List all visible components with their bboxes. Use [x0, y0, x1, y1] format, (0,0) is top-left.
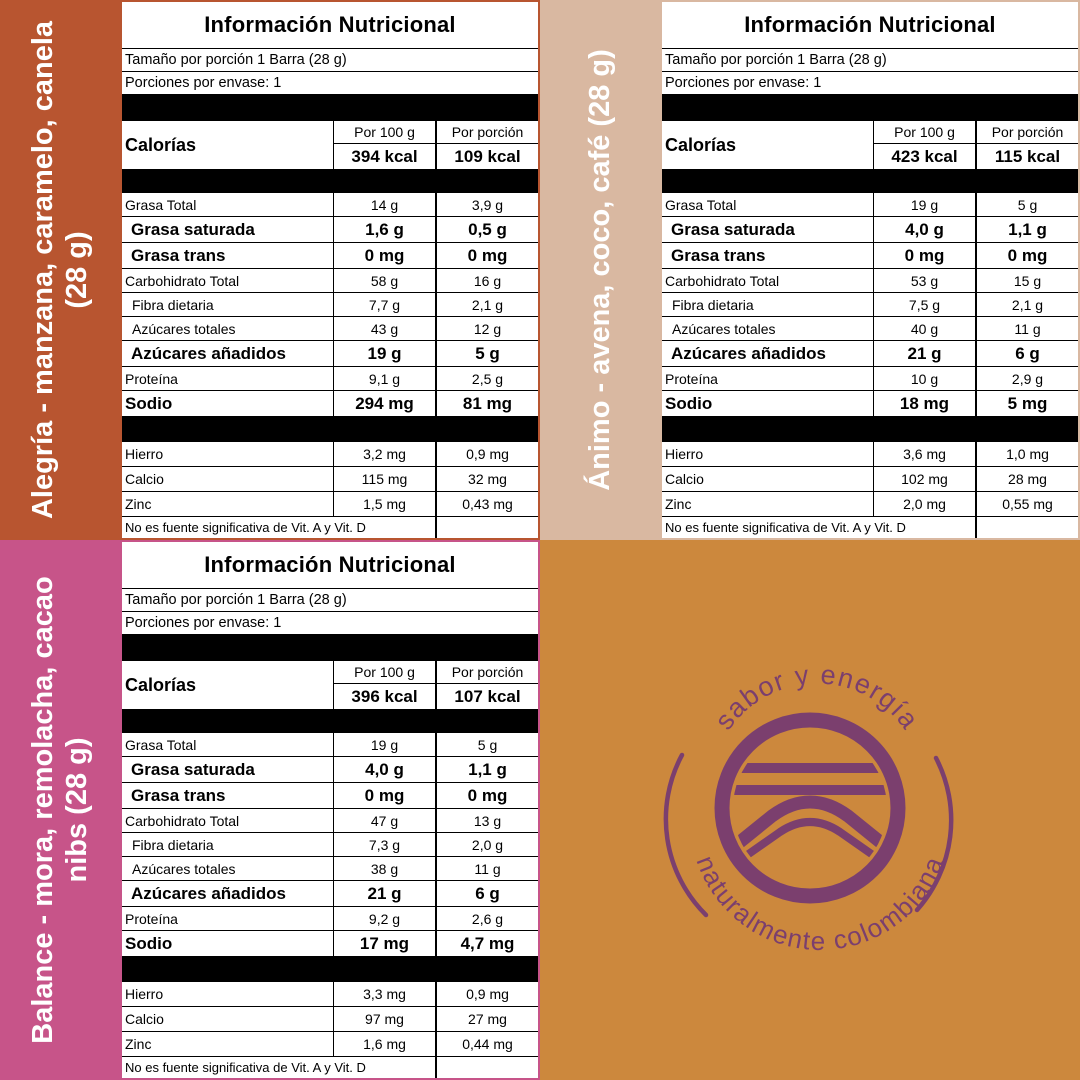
nutrient-name: Azúcares totales: [122, 317, 333, 340]
table-row: [122, 783, 538, 808]
footnote-blank-cell: [437, 1057, 538, 1078]
nutrient-table: [122, 733, 538, 957]
nutrient-per-100g: 1,6 g: [334, 217, 435, 242]
nutrient-per-100g: 0 mg: [334, 243, 435, 268]
nutrient-per-100g: 58 g: [334, 269, 435, 292]
nutrient-name: Proteína: [122, 367, 333, 390]
table-row: [122, 341, 538, 366]
product-side-label: [0, 540, 120, 1080]
nutrient-per-portion: 12 g: [437, 317, 538, 340]
nutrient-per-100g: 4,0 g: [334, 757, 435, 782]
mineral-table: [122, 442, 538, 517]
table-row: [122, 1032, 538, 1056]
product-side-label: [540, 0, 660, 540]
nutrient-per-100g: 7,7 g: [334, 293, 435, 316]
product-name: Alegría - manzana, caramelo, canela (28 g): [27, 20, 93, 520]
nutrition-panel: [122, 542, 538, 1078]
nutrient-per-portion: 0,5 g: [437, 217, 538, 242]
nutrient-per-portion: 6 g: [977, 341, 1078, 366]
nutrient-per-portion: 11 g: [977, 317, 1078, 340]
nutrient-per-portion: 2,0 g: [437, 833, 538, 856]
mineral-name: Zinc: [122, 1032, 333, 1056]
col-header-per-100g: Por 100 g: [334, 121, 435, 143]
table-row: [662, 193, 1078, 216]
mineral-per-portion: 0,55 mg: [977, 492, 1078, 516]
mineral-per-100g: 3,2 mg: [334, 442, 435, 466]
table-row: [122, 217, 538, 242]
calories-per-portion: 107 kcal: [437, 684, 538, 709]
mineral-per-100g: 102 mg: [874, 467, 975, 491]
mineral-per-100g: 97 mg: [334, 1007, 435, 1031]
calories-block: [662, 121, 1078, 169]
nutrient-per-portion: 3,9 g: [437, 193, 538, 216]
product-quadrant-animo: [540, 0, 1080, 540]
table-row: [122, 907, 538, 930]
nutrient-per-portion: 81 mg: [437, 391, 538, 416]
col-header-per-portion: Por porción: [437, 661, 538, 683]
mineral-per-portion: 0,43 mg: [437, 492, 538, 516]
nutrient-name: Carbohidrato Total: [662, 269, 873, 292]
mineral-per-100g: 3,3 mg: [334, 982, 435, 1006]
mineral-name: Hierro: [122, 982, 333, 1006]
table-row: [662, 317, 1078, 340]
nutrient-per-100g: 4,0 g: [874, 217, 975, 242]
nutrient-per-100g: 9,2 g: [334, 907, 435, 930]
nutrient-per-100g: 7,5 g: [874, 293, 975, 316]
nutrient-name: Grasa saturada: [662, 217, 873, 242]
nutrient-per-100g: 7,3 g: [334, 833, 435, 856]
mineral-per-100g: 2,0 mg: [874, 492, 975, 516]
brand-logo-quadrant: [540, 540, 1080, 1080]
panel-title: Información Nutricional: [122, 542, 538, 588]
mineral-table: [122, 982, 538, 1057]
servings-per-container: Porciones por envase: 1: [122, 72, 538, 94]
nutrient-per-portion: 15 g: [977, 269, 1078, 292]
table-row: [122, 881, 538, 906]
nutrient-per-100g: 10 g: [874, 367, 975, 390]
nutrient-name: Grasa Total: [122, 193, 333, 216]
nutrient-per-100g: 21 g: [334, 881, 435, 906]
nutrient-per-100g: 294 mg: [334, 391, 435, 416]
nutrient-per-portion: 2,5 g: [437, 367, 538, 390]
nutrient-per-100g: 38 g: [334, 857, 435, 880]
serving-size: Tamaño por porción 1 Barra (28 g): [122, 589, 538, 611]
table-row: [122, 442, 538, 466]
servings-per-container: Porciones por envase: 1: [662, 72, 1078, 94]
table-row: [122, 757, 538, 782]
logo-top-text: sabor y energía: [708, 659, 926, 736]
mineral-per-100g: 115 mg: [334, 467, 435, 491]
nutrient-name: Proteína: [662, 367, 873, 390]
nutrient-per-portion: 5 mg: [977, 391, 1078, 416]
mineral-name: Hierro: [122, 442, 333, 466]
product-name: Ánimo - avena, coco, café (28 g): [584, 49, 616, 491]
nutrient-per-100g: 17 mg: [334, 931, 435, 956]
nutrient-name: Grasa saturada: [122, 217, 333, 242]
table-row: [662, 269, 1078, 292]
nutrient-per-portion: 0 mg: [437, 783, 538, 808]
table-row: [122, 269, 538, 292]
table-row: [122, 293, 538, 316]
nutrient-per-100g: 18 mg: [874, 391, 975, 416]
nutrient-name: Azúcares totales: [122, 857, 333, 880]
nutrient-per-100g: 40 g: [874, 317, 975, 340]
nutrient-per-portion: 16 g: [437, 269, 538, 292]
nutrient-per-100g: 14 g: [334, 193, 435, 216]
nutrient-per-portion: 6 g: [437, 881, 538, 906]
nutrient-per-100g: 19 g: [334, 733, 435, 756]
nutrient-per-100g: 47 g: [334, 809, 435, 832]
table-row: [662, 391, 1078, 416]
table-row: [122, 809, 538, 832]
calories-label: Calorías: [122, 661, 333, 709]
nutrient-name: Azúcares añadidos: [122, 881, 333, 906]
product-quadrant-alegria: [0, 0, 540, 540]
mineral-name: Calcio: [122, 1007, 333, 1031]
nutrient-per-portion: 5 g: [437, 341, 538, 366]
product-side-label: [0, 0, 120, 540]
calories-block: [122, 661, 538, 709]
nutrient-name: Carbohidrato Total: [122, 809, 333, 832]
mineral-per-portion: 28 mg: [977, 467, 1078, 491]
nutrient-per-portion: 11 g: [437, 857, 538, 880]
table-row: [662, 367, 1078, 390]
nutrient-per-portion: 2,9 g: [977, 367, 1078, 390]
mineral-name: Zinc: [122, 492, 333, 516]
table-row: [122, 857, 538, 880]
nutrient-per-100g: 53 g: [874, 269, 975, 292]
nutrient-per-portion: 1,1 g: [977, 217, 1078, 242]
nutrient-per-portion: 5 g: [437, 733, 538, 756]
mineral-per-100g: 1,6 mg: [334, 1032, 435, 1056]
nutrient-per-portion: 2,1 g: [977, 293, 1078, 316]
table-row: [122, 1007, 538, 1031]
nutrient-name: Grasa trans: [122, 243, 333, 268]
table-row: [122, 193, 538, 216]
table-row: [122, 367, 538, 390]
calories-label: Calorías: [122, 121, 333, 169]
nutrition-panel: [662, 2, 1078, 538]
mineral-table: [662, 442, 1078, 517]
mineral-per-portion: 32 mg: [437, 467, 538, 491]
table-row: [122, 931, 538, 956]
mineral-per-portion: 0,9 mg: [437, 442, 538, 466]
nutrient-name: Sodio: [122, 931, 333, 956]
table-row: [122, 391, 538, 416]
table-row: [662, 442, 1078, 466]
nutrient-per-100g: 21 g: [874, 341, 975, 366]
table-row: [662, 492, 1078, 516]
nutrient-per-100g: 0 mg: [334, 783, 435, 808]
nutrient-per-100g: 19 g: [874, 193, 975, 216]
logo-bottom-text: naturalmente colombiana: [690, 851, 950, 957]
brand-logo: [540, 540, 1080, 1080]
nutrient-per-portion: 5 g: [977, 193, 1078, 216]
table-row: [122, 733, 538, 756]
nutrient-per-portion: 4,7 mg: [437, 931, 538, 956]
nutrient-per-100g: 43 g: [334, 317, 435, 340]
table-row: [662, 217, 1078, 242]
calories-per-100g: 396 kcal: [334, 684, 435, 709]
nutrient-name: Grasa trans: [122, 783, 333, 808]
footnote: No es fuente significativa de Vit. A y Vit. D: [122, 1057, 435, 1078]
nutrient-name: Fibra dietaria: [122, 293, 333, 316]
nutrient-per-portion: 2,6 g: [437, 907, 538, 930]
nutrient-name: Sodio: [662, 391, 873, 416]
mineral-per-portion: 0,44 mg: [437, 1032, 538, 1056]
product-name: Balance - mora, remolacha, cacao nibs (28 g): [27, 576, 93, 1044]
nutrient-name: Grasa Total: [122, 733, 333, 756]
table-row: [122, 243, 538, 268]
col-header-per-portion: Por porción: [977, 121, 1078, 143]
table-row: [122, 467, 538, 491]
nutrient-name: Fibra dietaria: [662, 293, 873, 316]
nutrient-name: Azúcares añadidos: [662, 341, 873, 366]
mineral-per-portion: 0,9 mg: [437, 982, 538, 1006]
nutrient-per-portion: 0 mg: [437, 243, 538, 268]
nutrient-table: [122, 193, 538, 417]
calories-per-portion: 109 kcal: [437, 144, 538, 169]
calories-per-portion: 115 kcal: [977, 144, 1078, 169]
nutrient-per-100g: 0 mg: [874, 243, 975, 268]
nutrient-name: Azúcares totales: [662, 317, 873, 340]
calories-block: [122, 121, 538, 169]
footnote: No es fuente significativa de Vit. A y Vit. D: [122, 517, 435, 538]
table-row: [122, 982, 538, 1006]
serving-size: Tamaño por porción 1 Barra (28 g): [662, 49, 1078, 71]
nutrient-per-portion: 1,1 g: [437, 757, 538, 782]
table-row: [662, 467, 1078, 491]
col-header-per-100g: Por 100 g: [334, 661, 435, 683]
mineral-name: Calcio: [122, 467, 333, 491]
mineral-per-100g: 3,6 mg: [874, 442, 975, 466]
calories-per-100g: 394 kcal: [334, 144, 435, 169]
nutrient-name: Sodio: [122, 391, 333, 416]
table-row: [662, 293, 1078, 316]
footnote-blank-cell: [977, 517, 1078, 538]
nutrient-name: Grasa saturada: [122, 757, 333, 782]
product-quadrant-balance: [0, 540, 540, 1080]
nutrient-name: Proteína: [122, 907, 333, 930]
serving-size: Tamaño por porción 1 Barra (28 g): [122, 49, 538, 71]
mineral-name: Zinc: [662, 492, 873, 516]
nutrition-panel: [122, 2, 538, 538]
footnote: No es fuente significativa de Vit. A y Vit. D: [662, 517, 975, 538]
nutrient-name: Grasa trans: [662, 243, 873, 268]
table-row: [122, 833, 538, 856]
mineral-per-portion: 27 mg: [437, 1007, 538, 1031]
table-row: [662, 243, 1078, 268]
table-row: [662, 341, 1078, 366]
table-row: [122, 492, 538, 516]
nutrient-name: Carbohidrato Total: [122, 269, 333, 292]
nutrient-per-portion: 13 g: [437, 809, 538, 832]
nutrient-name: Fibra dietaria: [122, 833, 333, 856]
calories-per-100g: 423 kcal: [874, 144, 975, 169]
col-header-per-portion: Por porción: [437, 121, 538, 143]
nutrient-per-portion: 0 mg: [977, 243, 1078, 268]
nutrient-name: Grasa Total: [662, 193, 873, 216]
mineral-per-portion: 1,0 mg: [977, 442, 1078, 466]
nutrient-per-100g: 9,1 g: [334, 367, 435, 390]
col-header-per-100g: Por 100 g: [874, 121, 975, 143]
panel-title: Información Nutricional: [662, 2, 1078, 48]
footnote-blank-cell: [437, 517, 538, 538]
nutrient-name: Azúcares añadidos: [122, 341, 333, 366]
mineral-name: Hierro: [662, 442, 873, 466]
panel-title: Información Nutricional: [122, 2, 538, 48]
nutrient-per-portion: 2,1 g: [437, 293, 538, 316]
calories-label: Calorías: [662, 121, 873, 169]
servings-per-container: Porciones por envase: 1: [122, 612, 538, 634]
mineral-name: Calcio: [662, 467, 873, 491]
table-row: [122, 317, 538, 340]
nutrient-per-100g: 19 g: [334, 341, 435, 366]
mineral-per-100g: 1,5 mg: [334, 492, 435, 516]
nutrient-table: [662, 193, 1078, 417]
